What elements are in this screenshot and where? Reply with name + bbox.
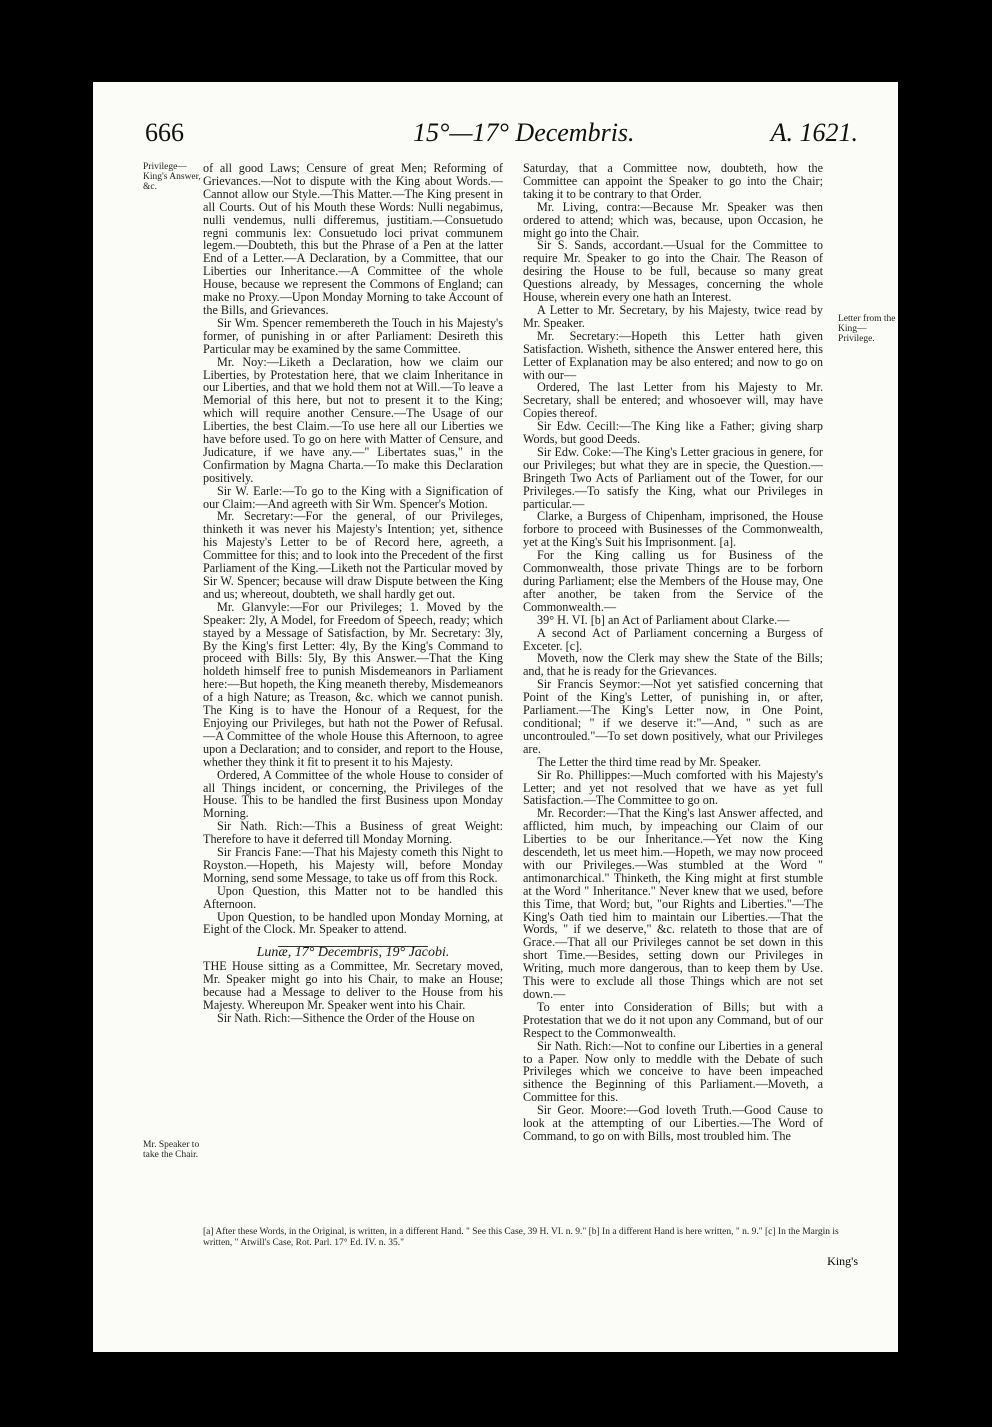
paragraph: Upon Question, to be handled upon Monday Morning, at Eight of the Clock. Mr. Speaker to attend. <box>203 909 503 937</box>
page-header <box>145 118 858 158</box>
paragraph: To enter into Consideration of Bills; but with a Protestation that we do it not upon any Command, but of our Respect to the Commonwealth. <box>523 999 823 1040</box>
paragraph: Upon Question, this Matter not to be handled this Afternoon. <box>203 883 503 911</box>
paragraph: of all good Laws; Censure of great Men; Reforming of Grievances.—Not to dispute with the King about Words.—Cannot allow our Style.—This Matter.—The King present in all Courts. Out of his Mouth these Words: Nulli negabimus, nulli vendemus, nulli differemus, justitiam.—Consuetudo regni communis lex: Consuetudo loci privat communem legem.—Doubteth, this but the Phrase of a Pen at the latter End of a Letter.—A Declaration, by a Committee, that our Liberties our Inheritance.—A Committee of the whole House, because we represent the Commons of England; can make no Proxy.—Upon Monday Morning to take Account of the Bills, and Grievances. <box>203 161 503 317</box>
paragraph: Mr. Glanvyle:—For our Privileges; 1. Moved by the Speaker: 2ly, A Model, for Freedom of Speech, ready; which stayed by a Message of Satisfaction, by Mr. Secretary: 3ly, By the King's first Letter: 4ly, By the King's Command to proceed with Bills: 5ly, By this Answer.—That the King holdeth himself free to punish Misdemeanors in Parliament here:—But hopeth, the King meaneth thereby, Misdemeanors of a high Nature; as Treason, &c. which we cannot punish. The King is to have the Honour of a Request, for the Enjoying our Privileges, but hath not the Power of Refusal.—A Committee of the whole House this Afternoon, to agree upon a Declaration; and to consider, and report to the House, whether they think it fit to present it to his Majesty. <box>203 599 503 769</box>
paragraph: Sir Nath. Rich:—Not to confine our Liberties in a general to a Paper. Now only to meddle with the Debate of such Privileges which we conceive to have been impeached sithence the Beginning of this Parliament.—Moveth, a Committee for this. <box>523 1038 823 1105</box>
paragraph: Mr. Secretary:—For the general, of our Privileges, thinketh it was never his Majesty's Intention; yet, sithence his Majesty's Letter to be of Record here, agreeth, a Committee for this; and to look into the Precedent of the first Parliament of the King.—Liketh not the Particular moved by Sir W. Spencer; because will draw Dispute between the King and us; whereout, doubteth, we shall hardly get out. <box>203 509 503 601</box>
catchword: King's <box>827 1254 858 1268</box>
paragraph: THE House sitting as a Committee, Mr. Secretary moved, Mr. Speaker might go into his Chair, to make an House; because had a Message to deliver to the House from his Majesty. Whereupon Mr. Speaker went into his Chair. <box>203 959 503 1012</box>
paragraph: The Letter the third time read by Mr. Speaker. <box>537 754 762 769</box>
paragraph: 39° H. VI. [b] an Act of Parliament about Clarke.— <box>537 612 790 627</box>
paragraph: Clarke, a Burgess of Chipenham, imprisoned, the House forbore to proceed with Businesses of the Commonwealth, yet at the King's Suit his Imprisonment. [a]. <box>523 509 823 550</box>
paragraph: Sir Edw. Cecill:—The King like a Father; giving sharp Words, but good Deeds. <box>523 419 823 447</box>
margin-note-privilege: Privilege—King's Answer, &c. <box>143 162 201 192</box>
margin-note-letter: Letter from the King—Privilege. <box>838 314 896 344</box>
paragraph: Ordered, The last Letter from his Majesty to Mr. Secretary, shall be entered; and whosoever will, may have Copies thereof. <box>523 380 823 421</box>
footnotes: [a] After these Words, in the Original, is written, in a different Hand. " See this Case, 39 H. VI. n. 9." [b] In a different Hand is here written, " n. 9." [c] In the Margin is written, " Atwill's Case, Rot. Parl. 17° Ed. IV. n. 35." <box>203 1227 839 1248</box>
paragraph: Mr. Recorder:—That the King's last Answer affected, and afflicted, him much, by impeaching our Claim of our Liberties to be our Inheritance.—Yet now the King descendeth, let us meet him.—Hopeth, we may now proceed with our Privileges.—Was stumbled at the Word " antimonarchical." Thinketh, the King might at first stumble at the Word " Inheritance." Never knew that we used, before this Time, that Word; but, "our Rights and Liberties."—The King's Oath tied him to maintain our Liberties.—That the Words, " if we deserve," &c. relateth to those that are of Grace.—That all our Privileges cannot be set down in this short Time.—Besides, setting down our Privileges in Writing, much more dangerous, than to keep them by Use. This were to exclude all those Things which are not set down.— <box>523 806 823 1001</box>
page-number: 666 <box>145 118 184 147</box>
paragraph: Sir W. Earle:—To go to the King with a Signification of our Claim:—And agreeth with Sir Wm. Spencer's Motion. <box>203 483 503 511</box>
paragraph: Sir Francis Seymor:—Not yet satisfied concerning that Point of the King's Letter, of punishing in, or after, Parliament.—The King's Letter now, in One Point, conditional; " if we deserve it:"—And, " such as are uncontrouled."—To set down positively, what our Privileges are. <box>523 677 823 756</box>
paragraph: For the King calling us for Business of the Commonwealth, those private Things are to be forborn during Parliament; else the Members of the House may, One after another, be taken from the Service of the Commonwealth.— <box>523 548 823 614</box>
paragraph: Moveth, now the Clerk may shew the State of the Bills; and, that he is ready for the Grievances. <box>523 651 823 679</box>
paragraph: Ordered, A Committee of the whole House to consider of all Things incident, or concerning, the Privileges of the House. This to be handled the first Business upon Monday Morning. <box>203 767 503 821</box>
margin-note-speaker: Mr. Speaker to take the Chair. <box>143 1140 200 1160</box>
paragraph: Sir Nath. Rich:—Sithence the Order of the House on <box>217 1010 475 1025</box>
paragraph: Sir Wm. Spencer remembereth the Touch in his Majesty's former, of punishing in or after Parliament: Desireth this Particular may be examined by the same Committee. <box>203 315 503 356</box>
paragraph: Mr. Noy:—Liketh a Declaration, how we claim our Liberties, by Protestation here, that we claim Inheritance in our Liberties, and that we hold them not at Will.—To leave a Memorial of this here, but not to present it to the King; which will require another Censure.—The Usage of our Liberties, the best Claim.—To use here all our Liberties we have before used. To go on here with Matter of Censure, and Judicature, if we have any.—" Libertates suas," in the Confirmation by Magna Charta.—To make this Declaration positively. <box>203 354 503 485</box>
right-column <box>523 162 823 1143</box>
page-date: 15°—17° Decembris. <box>413 118 635 147</box>
document-page <box>93 82 898 1352</box>
section-title: Lunæ, 17° Decembris, 19° Jacobi. <box>256 945 450 961</box>
left-column <box>203 162 503 1025</box>
paragraph: Sir Francis Fane:—That his Majesty cometh this Night to Royston.—Hopeth, his Majesty will, before Monday Morning, send some Message, to take us off from this Rock. <box>203 845 503 885</box>
paragraph: Mr. Secretary:—Hopeth this Letter hath given Satisfaction. Wisheth, sithence the Answer entered here, this Letter of Explanation may be also entered; and now to go on with our— <box>523 328 823 382</box>
paragraph: A Letter to Mr. Secretary, by his Majesty, twice read by Mr. Speaker. <box>523 302 823 330</box>
paragraph: Sir Ro. Phillippes:—Much comforted with his Majesty's Letter; and yet not resolved that we have as yet full Satisfaction.—The Committee to go on. <box>523 767 823 808</box>
paragraph: Sir Edw. Coke:—The King's Letter gracious in genere, for our Privileges; but what they are in specie, the Question.—Bringeth Two Acts of Parliament out of the Tower, for our Privileges.—To satisfy the King, what our Privileges in particular.— <box>523 444 823 511</box>
page-year: A. 1621. <box>770 118 858 147</box>
paragraph: Sir Nath. Rich:—This a Business of great Weight: Therefore to have it deferred till Monday Morning. <box>203 819 503 847</box>
paragraph: Sir Geor. Moore:—God loveth Truth.—Good Cause to look at the attempting of our Liberties.—The Word of Command, to go on with Bills, most troubled him. The <box>523 1103 823 1143</box>
paragraph: Sir S. Sands, accordant.—Usual for the Committee to require Mr. Speaker to go into the Chair. The Reason of desiring the House to be full, because so many great Questions already, by Messages, concerning the whole House, wherein every one hath an Interest. <box>523 238 823 305</box>
paragraph: Saturday, that a Committee now, doubteth, how the Committee can appoint the Speaker to go into the Chair; taking it to be contrary to that Order. <box>523 161 823 201</box>
paragraph: Mr. Living, contra:—Because Mr. Speaker was then ordered to attend; which was, because, upon Occasion, he might go into the Chair. <box>523 199 823 240</box>
paragraph: A second Act of Parliament concerning a Burgess of Exceter. [c]. <box>523 625 823 653</box>
